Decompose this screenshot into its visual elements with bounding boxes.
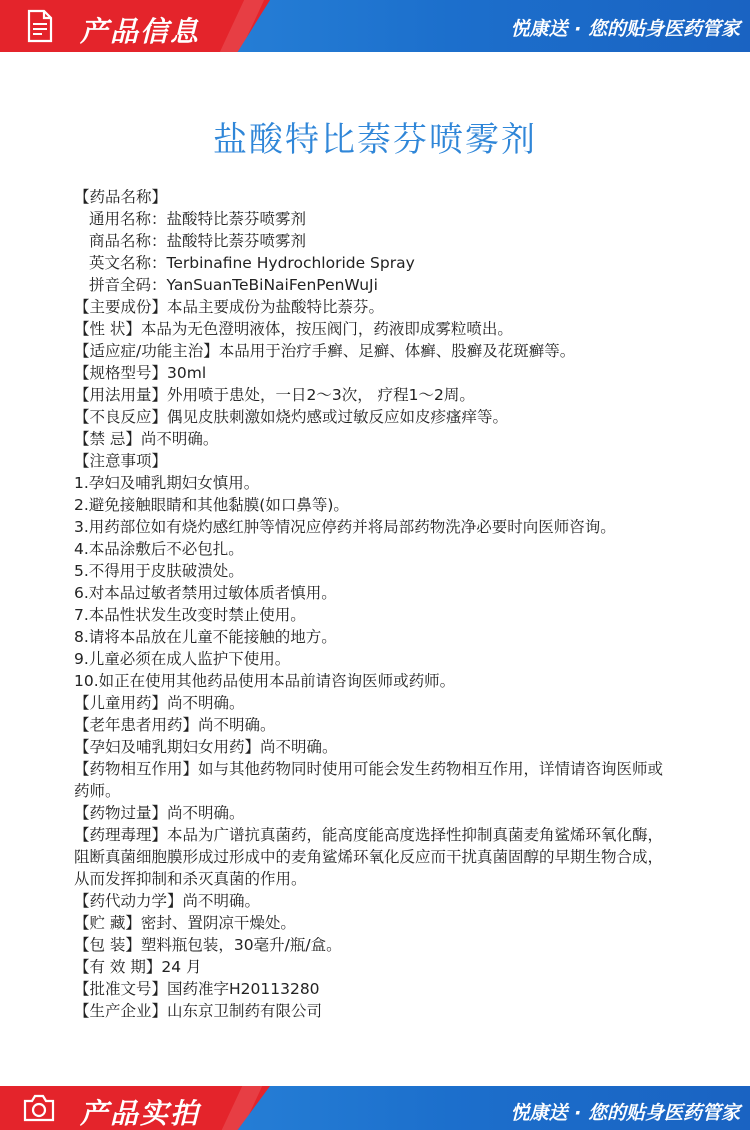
banner-title: 产品信息	[80, 15, 201, 48]
info-line: 英文名称：Terbinafine Hydrochloride Spray	[89, 254, 415, 272]
info-line: 【儿童用药】尚不明确。	[74, 694, 245, 712]
drug-info	[74, 186, 672, 1022]
precaution-item: 3.用药部位如有烧灼感红肿等情况应停药并将局部药物洗净必要时向医师咨询。	[74, 518, 616, 536]
document-icon	[22, 8, 58, 44]
info-line: 商品名称：盐酸特比萘芬喷雾剂	[89, 232, 307, 250]
precaution-item: 10.如正在使用其他药品使用本品前请咨询医师或药师。	[74, 672, 456, 690]
precaution-item: 1.孕妇及哺乳期妇女慎用。	[74, 474, 260, 492]
section-heading: 【药品名称】	[74, 188, 168, 206]
info-line: 【药物相互作用】如与其他药物同时使用可能会发生药物相互作用，详情请咨询医师或药师。	[74, 760, 664, 800]
info-line: 【批准文号】国药准字H20113280	[74, 980, 320, 998]
info-line: 【老年患者用药】尚不明确。	[74, 716, 276, 734]
camera-icon	[22, 1092, 56, 1124]
product-title: 盐酸特比萘芬喷雾剂	[213, 120, 537, 160]
banner-title: 产品实拍	[80, 1097, 201, 1130]
info-line: 【孕妇及哺乳期妇女用药】尚不明确。	[74, 738, 338, 756]
banner-slogan: 悦康送 · 您的贴身医药管家	[510, 1102, 740, 1124]
precaution-item: 4.本品涂敷后不必包扎。	[74, 540, 244, 558]
info-line: 【包 装】塑料瓶包装，30毫升/瓶/盒。	[74, 936, 342, 954]
section-heading: 【注意事项】	[74, 452, 168, 470]
info-line: 拼音全码：YanSuanTeBiNaiFenPenWuJi	[89, 276, 378, 294]
precaution-item: 6.对本品过敏者禁用过敏体质者慎用。	[74, 584, 337, 602]
info-line: 【不良反应】偶见皮肤刺激如烧灼感或过敏反应如皮疹瘙痒等。	[74, 408, 509, 426]
precaution-item: 7.本品性状发生改变时禁止使用。	[74, 606, 306, 624]
info-line: 通用名称：盐酸特比萘芬喷雾剂	[89, 210, 307, 228]
bottom-banner	[0, 1086, 750, 1130]
precaution-item: 5.不得用于皮肤破溃处。	[74, 562, 244, 580]
precaution-item: 9.儿童必须在成人监护下使用。	[74, 650, 291, 668]
precaution-item: 2.避免接触眼睛和其他黏膜(如口鼻等)。	[74, 496, 349, 514]
info-line: 【适应症/功能主治】本品用于治疗手癣、足癣、体癣、股癣及花斑癣等。	[74, 342, 576, 360]
top-banner	[0, 0, 750, 52]
info-line: 【贮 藏】密封、置阴凉干燥处。	[74, 914, 296, 932]
banner-slogan: 悦康送 · 您的贴身医药管家	[510, 18, 740, 40]
info-line: 【有 效 期】24 月	[74, 958, 202, 976]
info-line: 【药代动力学】尚不明确。	[74, 892, 261, 910]
info-line: 【性 状】本品为无色澄明液体，按压阀门，药液即成雾粒喷出。	[74, 320, 513, 338]
info-line: 【主要成份】本品主要成份为盐酸特比萘芬。	[74, 298, 385, 316]
info-line: 【生产企业】山东京卫制药有限公司	[74, 1002, 323, 1020]
info-line: 【禁 忌】尚不明确。	[74, 430, 219, 448]
info-line: 【药物过量】尚不明确。	[74, 804, 245, 822]
precaution-item: 8.请将本品放在儿童不能接触的地方。	[74, 628, 337, 646]
info-line: 【药理毒理】本品为广谱抗真菌药，能高度能高度选择性抑制真菌麦角鲨烯环氧化酶，阻断真菌细胞膜形成过形成中的麦角鲨烯环氧化反应而干扰真菌固醇的早期生物合成，从而发挥抑制和杀灭真菌的作用。	[74, 826, 664, 888]
info-line: 【用法用量】外用喷于患处，一日2～3次， 疗程1～2周。	[74, 386, 475, 404]
info-line: 【规格型号】30ml	[74, 364, 207, 382]
